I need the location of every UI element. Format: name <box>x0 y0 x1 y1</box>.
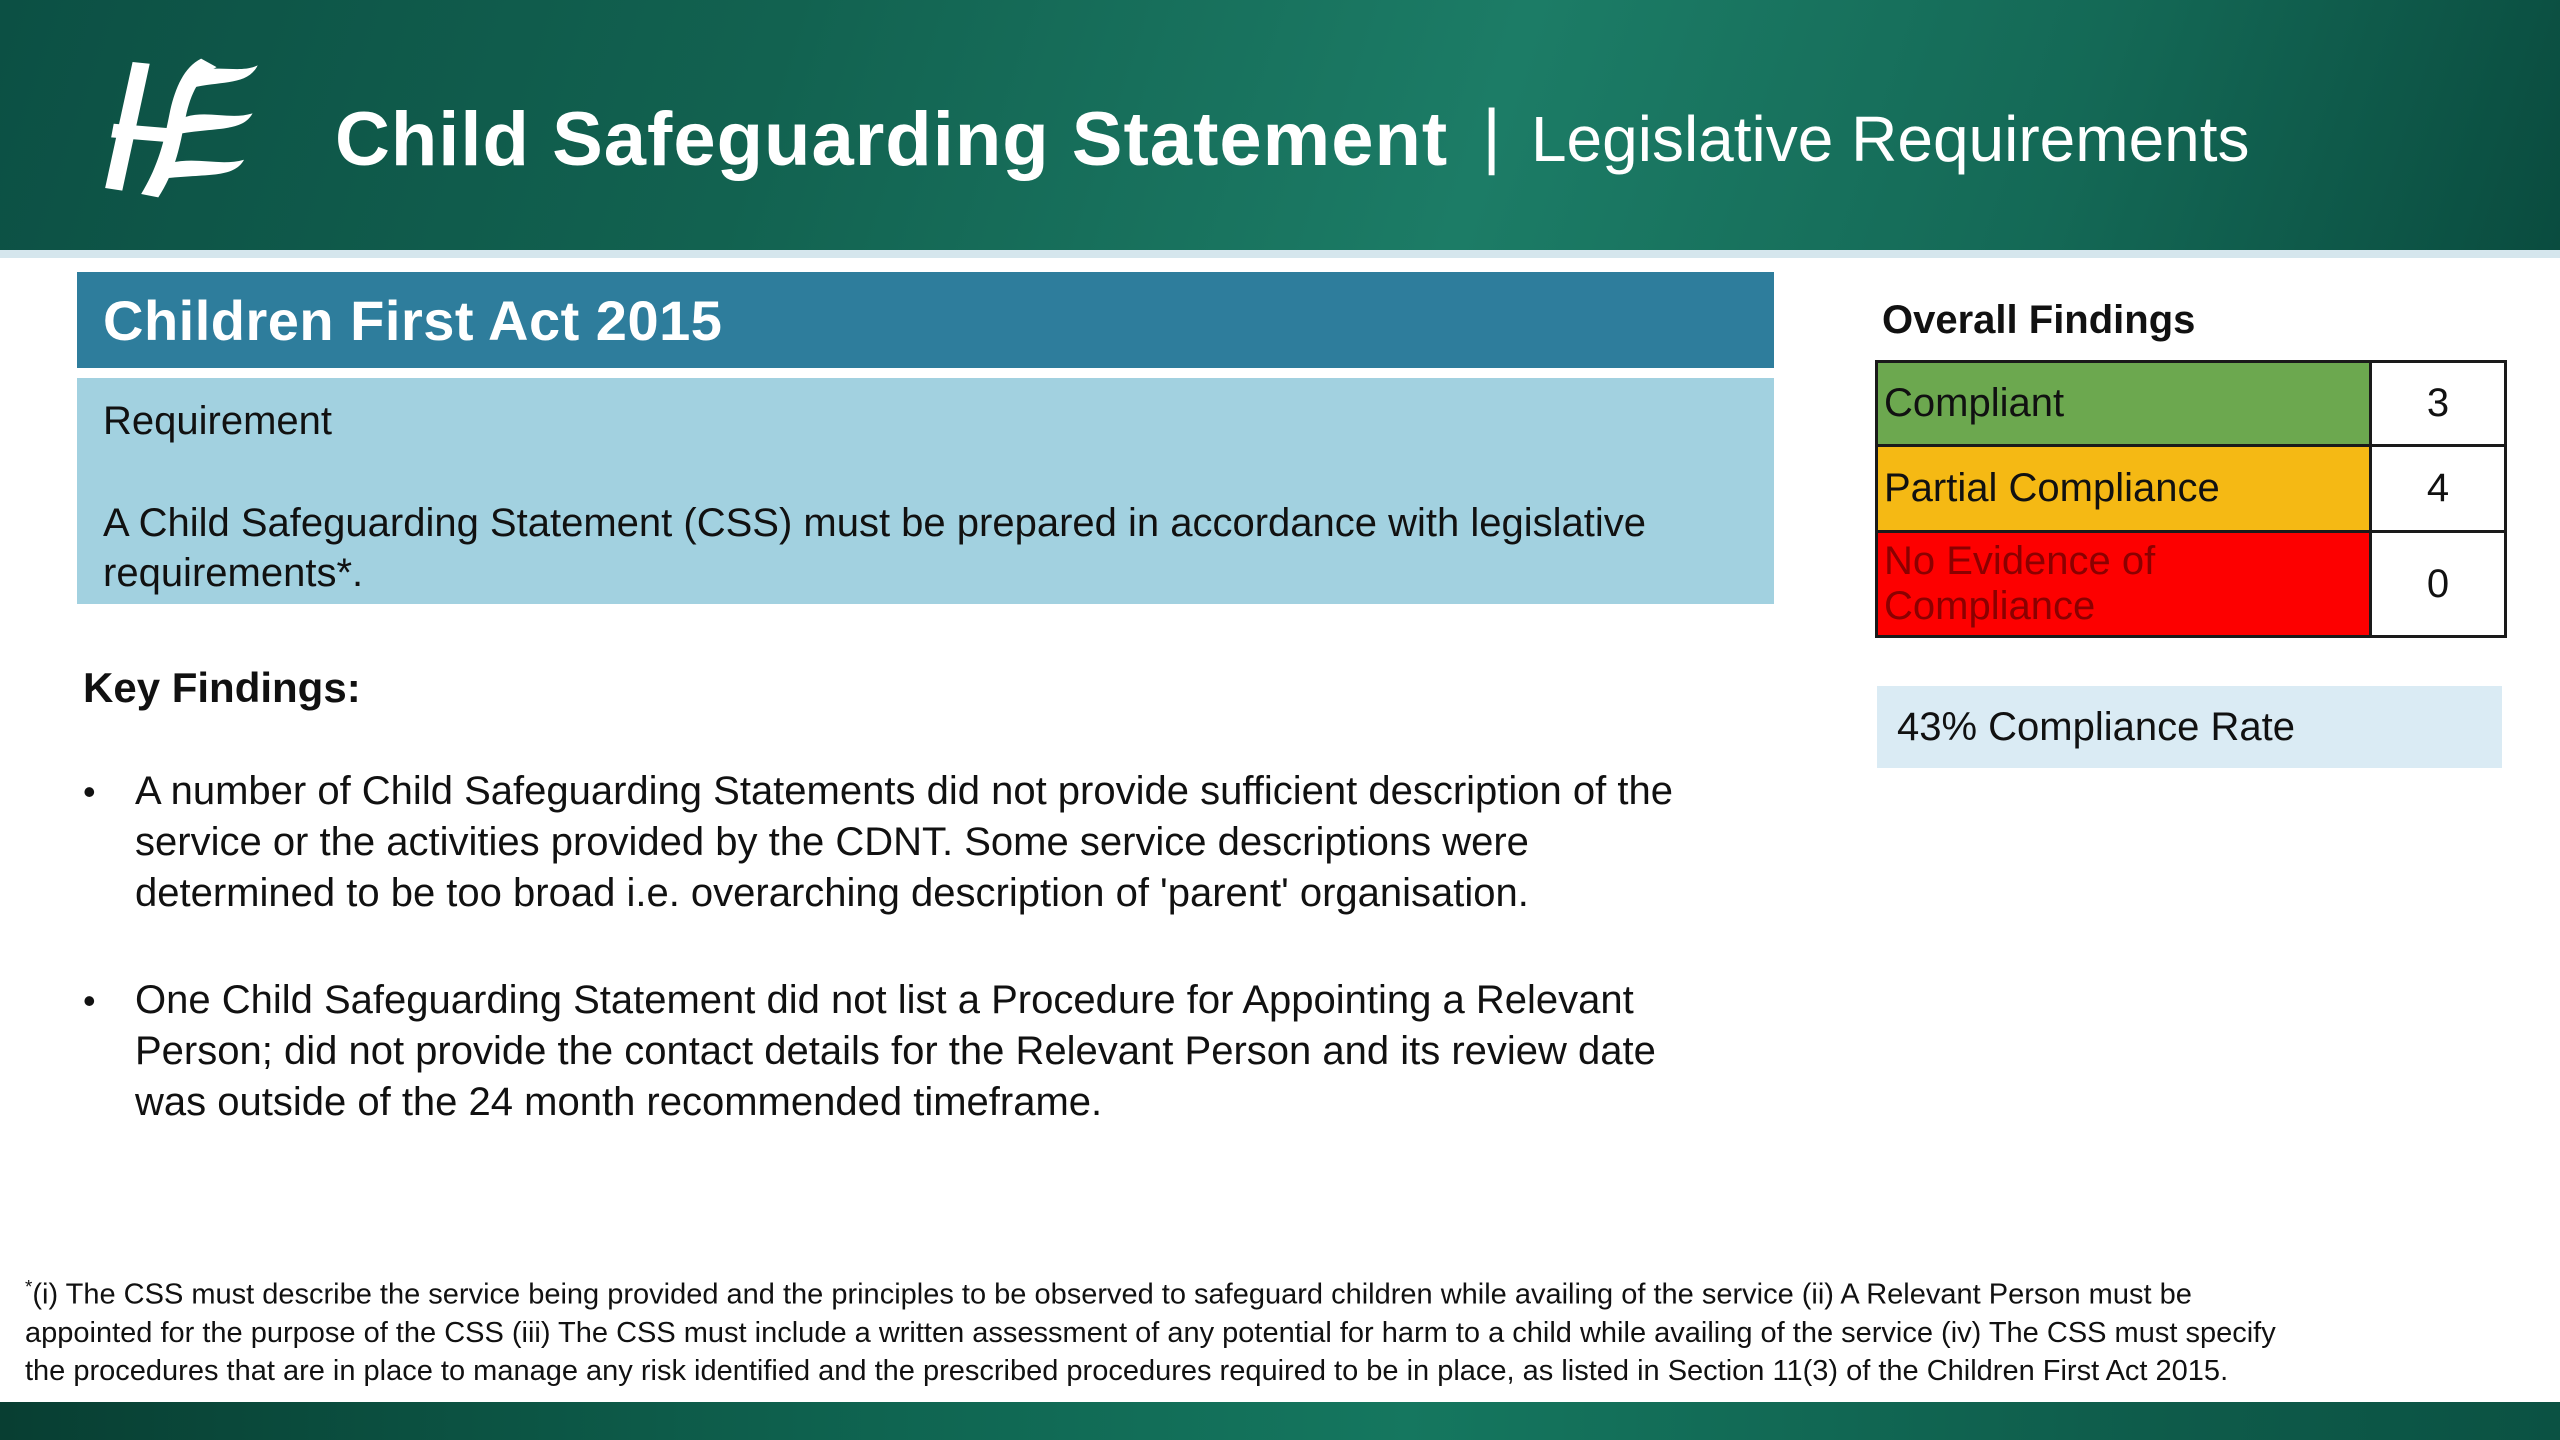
footnote-line <box>25 1268 2537 1314</box>
table-row-partial-compliance <box>1878 447 2504 533</box>
header-divider-strip <box>0 250 2560 258</box>
overall-findings-table <box>1875 360 2507 638</box>
list-item <box>83 975 1743 1128</box>
footnote-asterisk: * <box>25 1276 33 1297</box>
bullet-text: A number of Child Safeguarding Statements did not provide sufficient description of the service or the activities provided by the CDNT. Some service descriptions were determined to be too broad i.e. overarching description of 'parent' organisation. <box>135 769 1673 915</box>
compliance-rate-text: 43% Compliance Rate <box>1897 704 2295 749</box>
row-value-cell: 0 <box>2369 533 2504 635</box>
requirement-label: Requirement <box>103 399 333 443</box>
key-findings-list <box>83 766 1743 1128</box>
table-row-no-evidence <box>1878 533 2504 635</box>
table-row-compliant <box>1878 363 2504 447</box>
title-separator: | <box>1482 96 1501 176</box>
hse-logo-icon <box>88 38 268 218</box>
footnote-line: the procedures that are in place to manage any risk identified and the prescribed procedures required to be in place, as listed in Section 11(3) of the Children First Act 2015. <box>25 1354 2229 1387</box>
list-item <box>83 766 1743 919</box>
row-label: Partial Compliance <box>1884 466 2220 510</box>
overall-findings-heading: Overall Findings <box>1882 298 2196 342</box>
footnote <box>25 1268 2537 1390</box>
row-label: No Evidence of Compliance <box>1884 539 2156 628</box>
page-subtitle: Legislative Requirements <box>1530 103 2250 175</box>
row-value-cell: 4 <box>2369 447 2504 530</box>
bullet-icon: • <box>83 980 96 1021</box>
footnote-line: appointed for the purpose of the CSS (iii) The CSS must include a written assessment of any potential for harm to a child while availing of the service (iv) The CSS must specify <box>25 1316 2276 1349</box>
section-title-banner <box>77 272 1774 368</box>
row-label-cell <box>1878 363 2369 444</box>
bullet-icon: • <box>83 771 96 812</box>
section-title: Children First Act 2015 <box>103 288 723 352</box>
footer-bar <box>0 1402 2560 1440</box>
row-value-cell: 3 <box>2369 363 2504 444</box>
row-label-cell <box>1878 447 2369 530</box>
compliance-rate-box <box>1877 686 2502 768</box>
row-label: Compliant <box>1884 381 2065 425</box>
requirement-box <box>77 378 1774 604</box>
key-findings-heading: Key Findings: <box>83 664 361 711</box>
header-title-row <box>335 0 2250 264</box>
requirement-text: A Child Safeguarding Statement (CSS) must be prepared in accordance with legislative requirements*. <box>103 501 1647 595</box>
header-banner <box>0 0 2560 250</box>
footnote-text: (i) The CSS must describe the service being provided and the principles to be observed to safeguard children while availing of the service (ii) A Relevant Person must be <box>32 1278 2192 1311</box>
row-label-cell <box>1878 533 2369 635</box>
bullet-text: One Child Safeguarding Statement did not list a Procedure for Appointing a Relevant Person; did not provide the contact details for the Relevant Person and its review date was outside of the 24 month recommended timeframe. <box>135 978 1656 1124</box>
page-title: Child Safeguarding Statement <box>335 96 1449 182</box>
